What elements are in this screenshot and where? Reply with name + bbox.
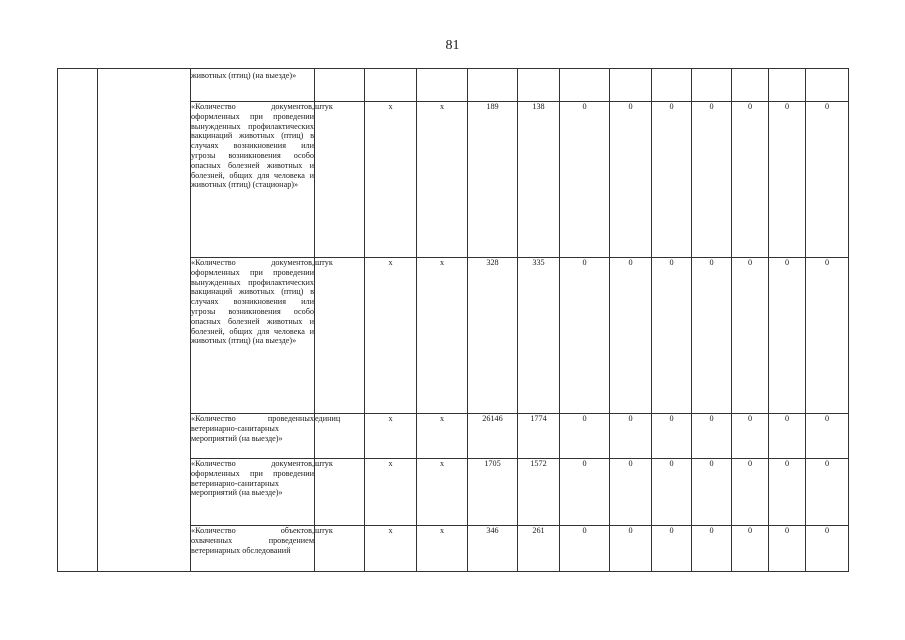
value-cell: 346 [468,526,518,572]
value-cell: 0 [692,414,732,459]
value-cell: 189 [468,102,518,258]
value-cell: 0 [560,414,610,459]
value-cell: 138 [518,102,560,258]
value-cell: 0 [610,526,652,572]
value-cell: 328 [468,258,518,414]
value-cell [806,69,849,102]
value-cell: х [417,258,468,414]
value-cell: 0 [769,414,806,459]
value-cell: 0 [652,414,692,459]
table-row [58,69,849,102]
unit-of-measure: единиц [315,414,365,459]
value-cell: 0 [652,526,692,572]
value-cell: 0 [732,102,769,258]
value-cell: 0 [769,526,806,572]
value-cell: 0 [769,459,806,526]
unit-of-measure: штук [315,526,365,572]
value-cell [692,69,732,102]
value-cell: 1774 [518,414,560,459]
value-cell: х [365,414,417,459]
value-cell: 0 [806,459,849,526]
value-cell: 0 [806,258,849,414]
indicator-description: «Количество объектов, охваченных проведением ветеринарных обследований [191,526,315,572]
unit-of-measure: штук [315,459,365,526]
value-cell [769,69,806,102]
value-cell: х [365,526,417,572]
value-cell: 0 [732,526,769,572]
value-cell: 1572 [518,459,560,526]
value-cell [652,69,692,102]
value-cell: 0 [732,258,769,414]
value-cell [365,69,417,102]
value-cell: х [365,102,417,258]
value-cell: 0 [652,459,692,526]
value-cell: 0 [610,102,652,258]
value-cell [468,69,518,102]
value-cell: 0 [610,258,652,414]
value-cell: 0 [560,526,610,572]
value-cell: 0 [692,102,732,258]
value-cell: 0 [610,414,652,459]
value-cell: 26146 [468,414,518,459]
value-cell: 0 [560,102,610,258]
value-cell: х [365,258,417,414]
value-cell: х [417,459,468,526]
data-table [57,68,849,572]
value-cell: 1705 [468,459,518,526]
value-cell: 0 [769,258,806,414]
value-cell: 0 [806,526,849,572]
value-cell: 0 [732,459,769,526]
indicator-description: «Количество документов, оформленных при проведении вынужденных профилактических вакцинаций животных (птиц) в случаях возникновения или угрозы возникновения особо опасных болезней животных и болезней, общих для человека и животных (птиц) (стационар)» [191,102,315,258]
left-blank-col-2 [98,69,191,572]
value-cell: 0 [610,459,652,526]
unit-of-measure [315,69,365,102]
value-cell: х [365,459,417,526]
value-cell: 0 [806,414,849,459]
value-cell: 0 [652,258,692,414]
value-cell [518,69,560,102]
value-cell: 0 [806,102,849,258]
value-cell: 0 [652,102,692,258]
value-cell: 261 [518,526,560,572]
value-cell: х [417,414,468,459]
value-cell [417,69,468,102]
value-cell: 0 [692,258,732,414]
value-cell: 335 [518,258,560,414]
value-cell: 0 [560,258,610,414]
indicator-description: животных (птиц) (на выезде)» [191,69,315,102]
value-cell: 0 [692,526,732,572]
value-cell: х [417,526,468,572]
value-cell [560,69,610,102]
value-cell: 0 [560,459,610,526]
unit-of-measure: штук [315,258,365,414]
value-cell: 0 [692,459,732,526]
value-cell: 0 [769,102,806,258]
unit-of-measure: штук [315,102,365,258]
value-cell: х [417,102,468,258]
indicator-description: «Количество документов, оформленных при проведении ветеринарно-санитарных мероприятий (на выезде)» [191,459,315,526]
value-cell [610,69,652,102]
page-number: 81 [445,38,460,53]
indicator-description: «Количество проведенных ветеринарно-санитарных мероприятий (на выезде)» [191,414,315,459]
value-cell [732,69,769,102]
indicator-description: «Количество документов, оформленных при проведении вынужденных профилактических вакцинаций животных (птиц) в случаях возникновения или угрозы возникновения особо опасных болезней животных и болезней, общих для человека и животных (птиц) (на выезде)» [191,258,315,414]
left-blank-col-1 [58,69,98,572]
value-cell: 0 [732,414,769,459]
